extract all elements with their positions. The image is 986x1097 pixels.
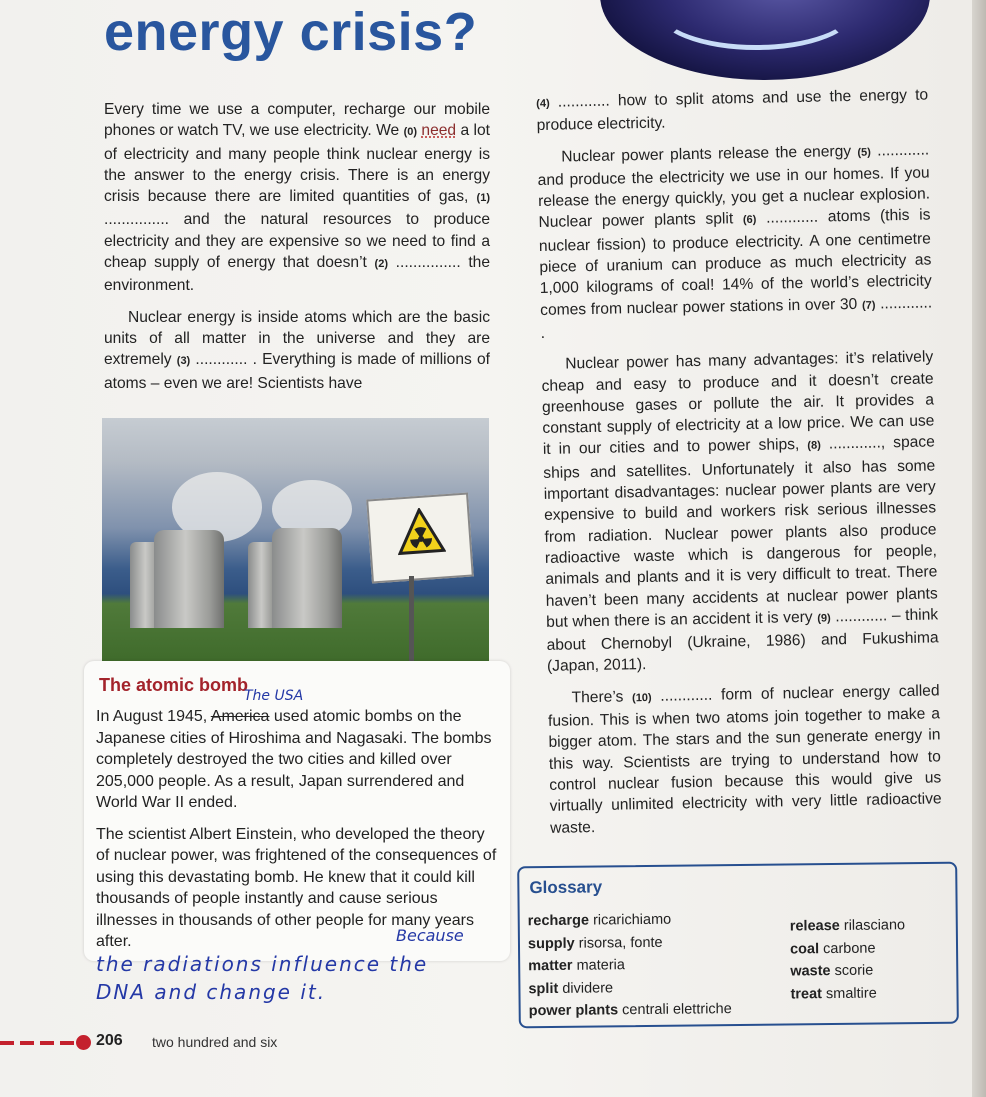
gap-number: (0) <box>403 126 418 139</box>
gap-number: (7) <box>861 299 876 312</box>
cooling-towers-photo <box>102 418 489 662</box>
paragraph-fusion <box>547 680 942 839</box>
text: a lot of electricity and many people think nuclear energy is the answer to the energy crisis. There is an energy crisis because there are limited quantities of gas, <box>104 122 490 206</box>
glossary-left-list <box>528 908 732 1023</box>
gap-number: (6) <box>742 214 757 227</box>
glossary-term: waste <box>790 963 831 980</box>
atomic-bomb-text <box>96 706 500 963</box>
gap-number: (2) <box>374 258 388 271</box>
left-column <box>104 99 490 404</box>
text: ............ – think about Chernobyl (Ukraine, 1986) and Fukushima (Japan, 2011). <box>546 606 939 676</box>
paragraph-intro <box>104 99 490 297</box>
warning-sign <box>366 493 474 584</box>
atomic-bomb-title: The atomic bomb <box>99 675 249 695</box>
text: ............ how to split atoms and use the energy to produce electricity. <box>536 86 929 135</box>
paragraph-power-plants <box>537 139 933 344</box>
glossary-translation: carbone <box>823 940 876 957</box>
glossary-term: split <box>528 980 559 997</box>
glossary-term: coal <box>789 940 820 957</box>
struck-word: America <box>210 708 270 725</box>
glossary-title: Glossary <box>529 877 603 898</box>
right-column <box>536 84 942 848</box>
paragraph-advantages <box>541 347 939 678</box>
text: ............ . Everything is made of millions of atoms – even we are! Scientists have <box>104 351 490 392</box>
text: Nuclear power has many advantages: it’s relatively cheap and easy to produce and it doesn’t create greenhouse gases or pollute the air. It provides a constant supply of electricity at a low price. We can use it in our cities and to power ships, <box>541 348 935 459</box>
gap-number: (3) <box>176 355 191 368</box>
glossary-item <box>790 937 906 961</box>
footer-dashes <box>0 1041 78 1045</box>
glossary-item <box>528 908 731 933</box>
glossary-item <box>529 998 732 1023</box>
cooling-tower <box>272 528 342 628</box>
glossary-translation: rilasciano <box>843 917 906 934</box>
gap-number: (4) <box>536 97 550 110</box>
bomb-paragraph-1 <box>96 706 500 814</box>
paragraph-atoms <box>104 307 490 394</box>
gap-number: (10) <box>631 691 652 704</box>
page-number-words: two hundred and six <box>152 1034 278 1050</box>
glossary-item <box>790 982 906 1006</box>
sign-pole <box>409 576 414 662</box>
text: ............ . <box>540 294 933 342</box>
text: In August 1945, <box>96 708 208 725</box>
glossary-item <box>528 976 731 1001</box>
glossary-right-list <box>790 914 906 1005</box>
page-title: energy crisis? <box>104 2 478 62</box>
paragraph-split <box>536 84 929 136</box>
text: ............ atoms (this is nuclear fission) to produce electricity. A one centimetre piece of uranium can produce as much electricity as 1,000 kilograms of coal! 14% of the world’s electricity comes from nuclear power stations in over 30 <box>538 206 932 319</box>
glossary-translation: risorsa, fonte <box>578 934 663 952</box>
glossary-translation: smaltire <box>825 985 877 1002</box>
cooling-tower <box>154 530 224 628</box>
radiation-icon <box>395 506 446 557</box>
gap-number: (1) <box>476 192 490 205</box>
page-footer <box>0 1030 400 1054</box>
glossary-translation: materia <box>576 957 626 974</box>
text: ............, space ships and satellites. Unfortunately it also has some important disadvantages: nuclear power plants are very expensive to build and workers risk serious illnesses from radiation. Nuclear power plants also produce radioactive waste which is dangerous for people, animals and plants and it is very difficult to treat. There haven’t been many accidents at nuclear power plants but when there is an accident it is very <box>543 433 938 631</box>
glossary-term: power plants <box>528 1002 619 1020</box>
glossary-translation: centrali elettriche <box>622 1001 732 1019</box>
glossary-item <box>790 959 906 983</box>
glossary-item <box>528 953 731 978</box>
text: Every time we use a computer, recharge our mobile phones or watch TV, we use electricity. We <box>104 101 490 140</box>
gap-number: (9) <box>817 612 831 625</box>
glossary-term: recharge <box>527 912 590 930</box>
gap-number: (5) <box>857 146 872 159</box>
text: ............ and produce the electricity we use in our homes. If you release the energy quickly, you get a nuclear explosion. Nuclear power plants split <box>537 141 931 232</box>
glossary-translation: scorie <box>834 962 874 979</box>
text: ............ form of nuclear energy called fusion. This is when two atoms join together to make a bigger atom. The stars and the sun generate energy in this way. Scientists are trying to understand how to control nuclear fusion because this would give us virtually unlimited electricity with very little radioactive waste. <box>547 682 942 837</box>
glossary-term: supply <box>527 935 575 952</box>
text: used atomic bombs on the Japanese cities of Hiroshima and Nagasaki. The bombs completely destroyed the two cities and killed over 205,000 people. As a result, Japan surrendered and World War II ended. <box>96 708 492 811</box>
example-answer: need <box>421 122 457 140</box>
glossary-box <box>517 862 959 1029</box>
glossary-translation: ricarichiamo <box>592 911 672 929</box>
glossary-term: matter <box>528 957 573 975</box>
footer-dot <box>76 1035 91 1050</box>
glossary-item <box>790 914 906 938</box>
glossary-item <box>528 931 731 956</box>
text: Nuclear power plants release the energy <box>561 142 852 166</box>
handwritten-note-line-1: the radiations influence the <box>96 952 429 976</box>
text: Nuclear energy is inside atoms which are the basic units of all matter in the universe and they are extremely <box>104 308 490 369</box>
handwritten-correction: The USA <box>244 688 304 704</box>
glossary-term: release <box>789 917 840 935</box>
text: ............... and the natural resources to produce electricity and they are expensive so we need to find a cheap supply of energy that doesn’t <box>104 211 490 272</box>
glossary-translation: dividere <box>562 979 614 997</box>
glossary-term: treat <box>790 985 823 1002</box>
handwritten-because: Because <box>396 926 464 945</box>
bomb-paragraph-2: The scientist Albert Einstein, who developed the theory of nuclear power, was frightened of the consequences of using this devastating bomb. He knew that it could kill thousands of people instantly and cause serious illnesses in thousands of other people for many years after. <box>96 825 497 950</box>
text: ............... the environment. <box>104 254 491 295</box>
handwritten-note-line-2: DNA and change it. <box>96 980 327 1004</box>
gap-number: (8) <box>807 440 821 453</box>
text: There’s <box>571 688 624 707</box>
page-number: 206 <box>96 1032 123 1049</box>
page-edge <box>972 0 986 1097</box>
